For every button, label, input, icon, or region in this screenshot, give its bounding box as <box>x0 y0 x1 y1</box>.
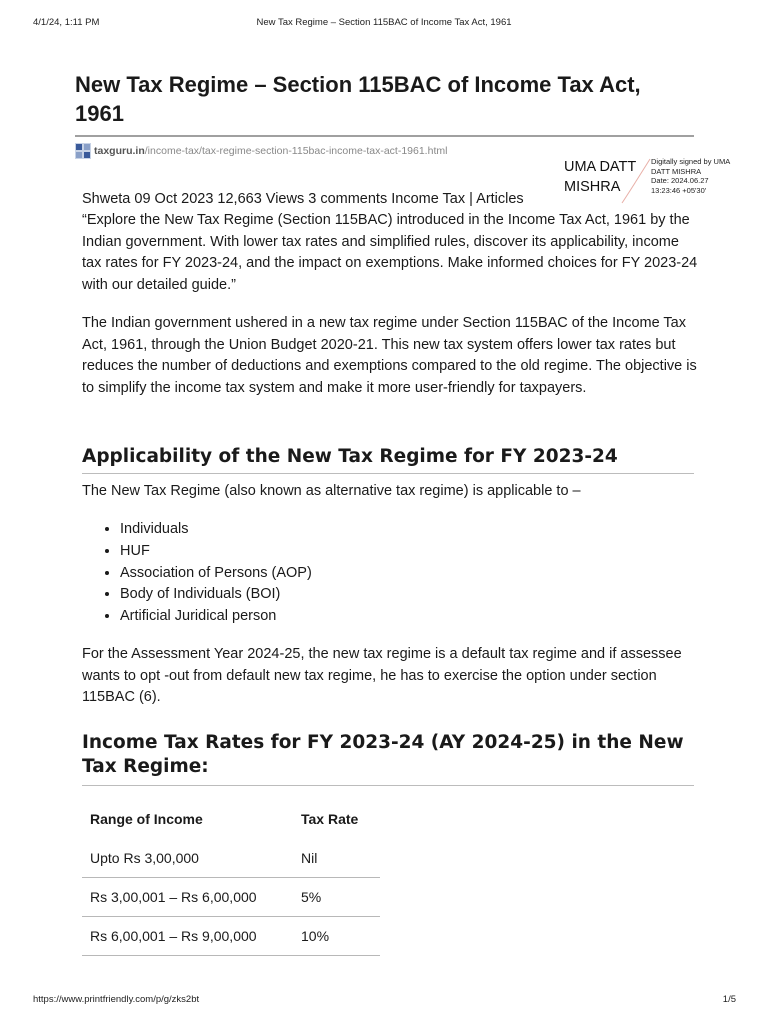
column-header: Range of Income <box>90 811 203 827</box>
applicability-lead: The New Tax Regime (also known as alternative tax regime) is applicable to – <box>82 483 581 499</box>
list-item: • Body of Individuals (BOI) <box>120 584 312 606</box>
print-page-title: New Tax Regime – Section 115BAC of Income Tax Act, 1961 <box>256 17 512 28</box>
signature-line: DATT MISHRA <box>651 166 702 176</box>
signature-line: Date: 2024.06.27 <box>651 176 709 185</box>
list-item: • Artificial Juridical person <box>120 606 312 628</box>
tax-rate-cell: 10% <box>293 917 380 956</box>
page-number: 1/5 <box>722 994 736 1005</box>
source-path[interactable]: /income-tax/tax-regime-section-115bac-income-tax-act-1961.html <box>144 145 448 157</box>
column-header: Tax Rate <box>301 811 359 827</box>
source-domain[interactable]: taxguru.in <box>94 145 145 157</box>
tax-rate-cell: Nil <box>293 839 380 878</box>
article-intro: “Explore the New Tax Regime (Section 115BAC) introduced in the Income Tax Act, 1961 by the Indian government. With lower tax rates and simplified rules, discover its applicability, income tax rates for FY 2023-24, and the impact on exemptions. Make informed choices for FY 2023-24 with our detailed guide.” <box>82 212 698 293</box>
default-regime-note: For the Assessment Year 2024-25, the new tax regime is a default tax regime and if assessee wants to opt -out from default new tax regime, he has to exercise the option under section 115BAC (6). <box>82 646 682 705</box>
signer-name: UMA DATT MISHRA <box>564 159 636 195</box>
article-meta: Shweta 09 Oct 2023 12,663 Views 3 comments Income Tax | Articles <box>82 191 524 207</box>
print-footer-url[interactable]: https://www.printfriendly.com/p/g/zks2bt <box>33 994 200 1005</box>
taxguru-favicon-icon <box>75 143 91 159</box>
title-divider <box>75 135 694 137</box>
article-paragraph: The Indian government ushered in a new tax regime under Section 115BAC of the Income Tax Act, 1961, through the Union Budget 2020-21. This new tax system offers lower tax rates but reduces the number of deductions and exemptions compared to the old regime. The objective is to simplify the income tax system and make it more user-friendly for taxpayers. <box>82 315 697 396</box>
source-link[interactable] <box>75 143 447 159</box>
tax-rate-cell: 5% <box>293 878 380 917</box>
table-header-row <box>82 799 380 839</box>
tax-rates-table <box>82 799 380 956</box>
income-range-cell: Rs 6,00,001 – Rs 9,00,000 <box>82 917 293 956</box>
applicability-list <box>82 519 312 628</box>
list-item: • HUF <box>120 541 312 563</box>
heading-divider <box>82 785 694 786</box>
table-row <box>82 917 380 956</box>
list-item: • Association of Persons (AOP) <box>120 563 312 585</box>
income-range-cell: Rs 3,00,001 – Rs 6,00,000 <box>82 878 293 917</box>
section-heading-tax-rates: Income Tax Rates for FY 2023-24 (AY 2024-25) in the New Tax Regime: <box>82 732 684 777</box>
signature-line: 13:23:46 +05'30' <box>651 185 707 195</box>
print-datetime: 4/1/24, 1:11 PM <box>33 17 100 28</box>
signature-line: Digitally signed by UMA <box>651 157 731 166</box>
table-row <box>82 878 380 917</box>
section-heading-applicability: Applicability of the New Tax Regime for FY 2023-24 <box>82 446 618 467</box>
table-row <box>82 839 380 878</box>
income-range-cell: Upto Rs 3,00,000 <box>82 839 293 878</box>
list-item: • Individuals <box>120 519 312 541</box>
article-title: New Tax Regime – Section 115BAC of Income Tax Act, 1961 <box>75 72 641 126</box>
heading-divider <box>82 473 694 474</box>
